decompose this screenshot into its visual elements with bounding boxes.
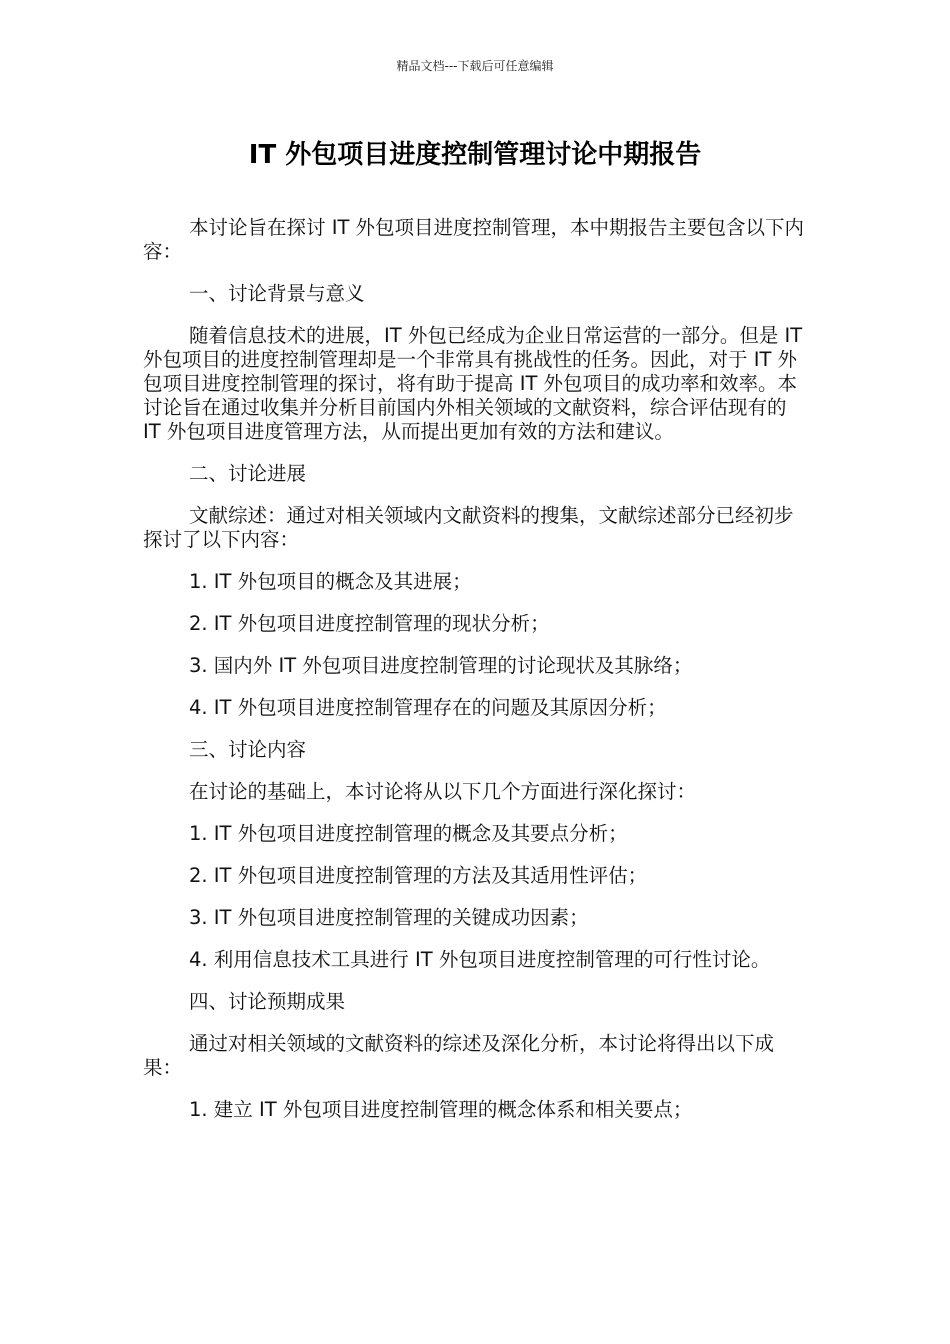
section-heading-expected-results: 四、讨论预期成果 — [189, 990, 346, 1013]
content-intro-paragraph: 在讨论的基础上，本讨论将从以下几个方面进行深化探讨： — [189, 780, 697, 803]
results-intro-paragraph: 通过对相关领域的文献资料的综述及深化分析，本讨论将得出以下成果： — [143, 1032, 775, 1079]
intro-paragraph: 本讨论旨在探讨 IT 外包项目进度控制管理，本中期报告主要包含以下内容： — [143, 216, 805, 263]
background-paragraph: 随着信息技术的进展，IT 外包已经成为企业日常运营的一部分。但是 IT 外包项目的进度控制管理却是一个非常具有挑战性的任务。因此，对于 IT 外包项目进度控制管理的探讨，将有助于提高 IT 外包项目的成功率和效率。本讨论旨在通过收集并分析目前国内外相关领域的文献资料，综合评估现有的 IT 外包项目进度管理方法，从而提出更加有效的方法和建议。 — [143, 324, 803, 443]
list-item: 1. IT 外包项目的概念及其进展； — [189, 570, 472, 593]
list-item: 2. IT 外包项目进度控制管理的现状分析； — [189, 612, 550, 635]
section-heading-background: 一、讨论背景与意义 — [189, 282, 365, 305]
literature-review-paragraph: 文献综述：通过对相关领域内文献资料的搜集，文献综述部分已经初步探讨了以下内容： — [143, 504, 794, 551]
list-item: 4. 利用信息技术工具进行 IT 外包项目进度控制管理的可行性讨论。 — [189, 948, 771, 971]
document-title: IT 外包项目进度控制管理讨论中期报告 — [248, 140, 702, 170]
section-heading-content: 三、讨论内容 — [189, 738, 307, 761]
list-item: 4. IT 外包项目进度控制管理存在的问题及其原因分析； — [189, 696, 667, 719]
list-item: 1. 建立 IT 外包项目进度控制管理的概念体系和相关要点； — [189, 1098, 693, 1121]
section-heading-progress: 二、讨论进展 — [189, 462, 307, 485]
list-item: 1. IT 外包项目进度控制管理的概念及其要点分析； — [189, 822, 628, 845]
list-item: 2. IT 外包项目进度控制管理的方法及其适用性评估； — [189, 864, 648, 887]
list-item: 3. 国内外 IT 外包项目进度控制管理的讨论现状及其脉络； — [189, 654, 693, 677]
header-note: 精品文档---下载后可任意编辑 — [396, 59, 554, 73]
document-body — [143, 216, 807, 1140]
list-item: 3. IT 外包项目进度控制管理的关键成功因素； — [189, 906, 589, 929]
